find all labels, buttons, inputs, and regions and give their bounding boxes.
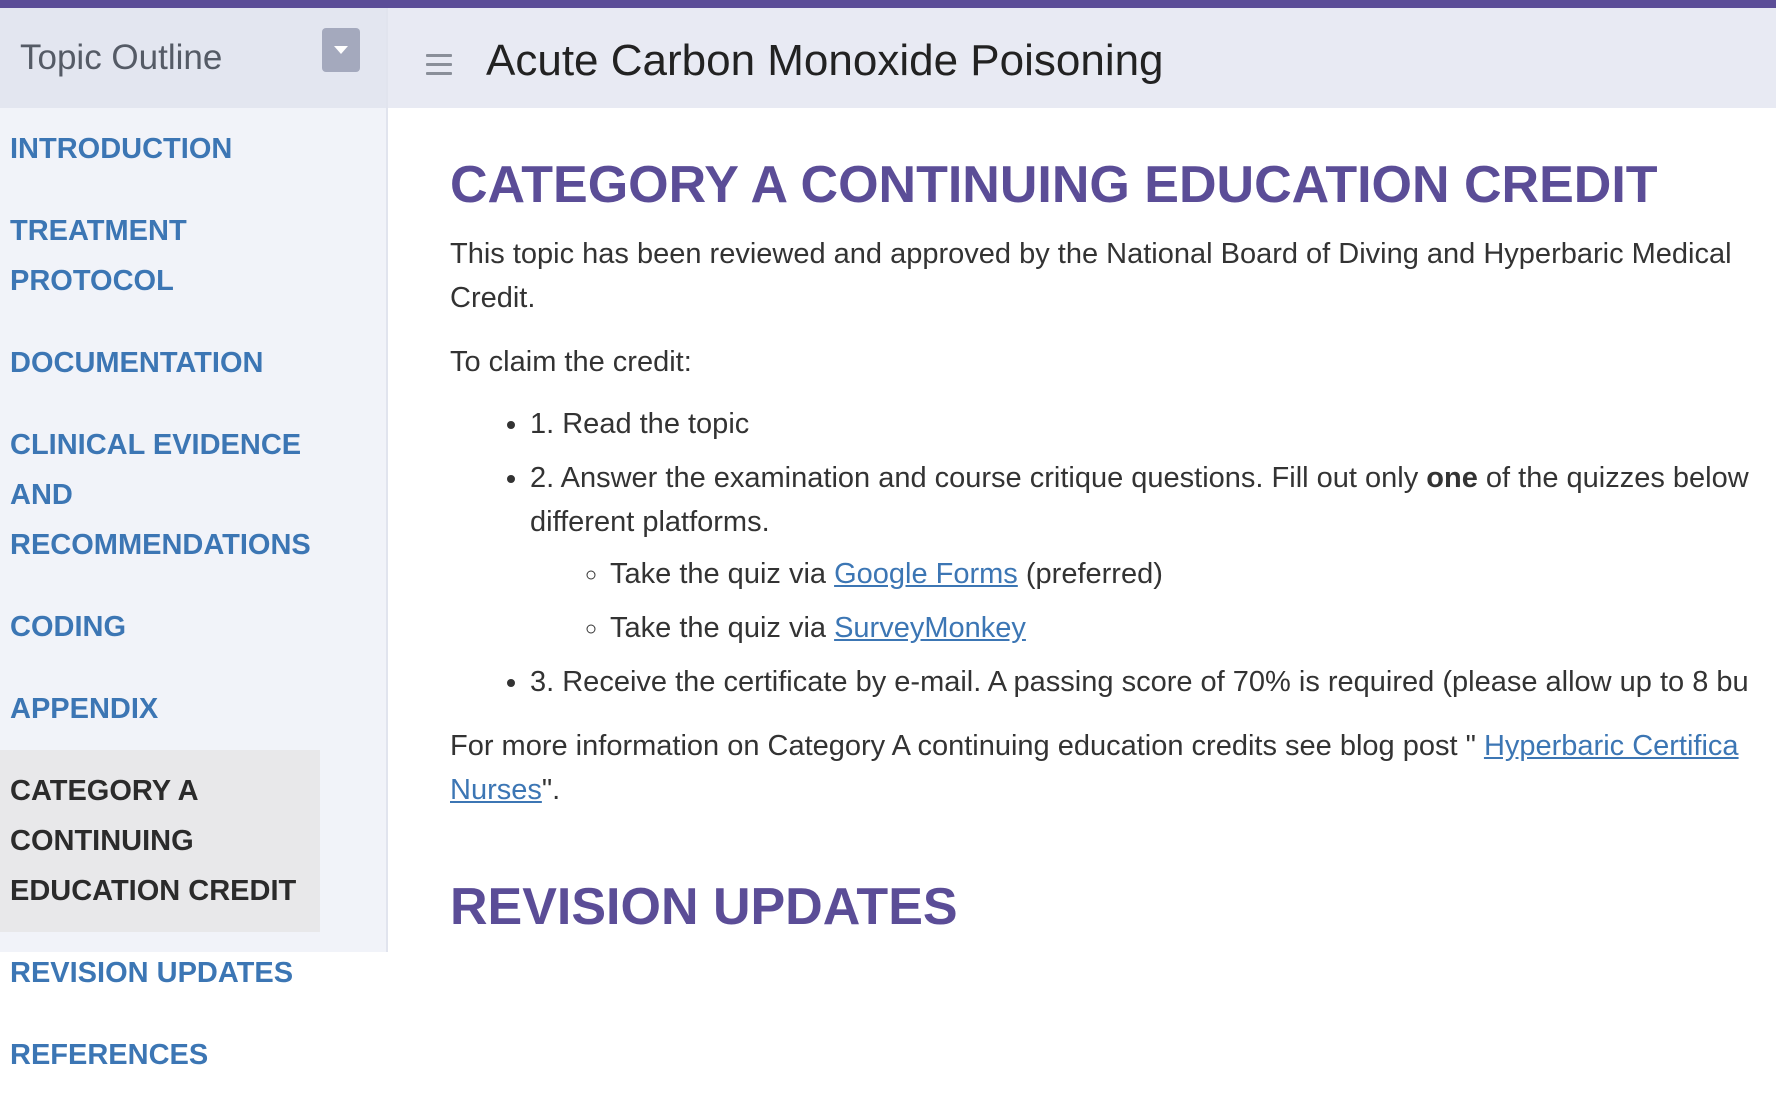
section-heading-revision-updates: REVISION UPDATES bbox=[450, 877, 958, 936]
sidebar-item-introduction[interactable]: INTRODUCTION bbox=[10, 133, 233, 165]
sidebar-item-clinical-evidence[interactable]: CLINICAL EVIDENCE AND RECOMMENDATIONS bbox=[10, 429, 311, 561]
quiz-options-list bbox=[530, 552, 1776, 650]
hyperbaric-certification-link-nurses[interactable]: Nurses bbox=[450, 773, 542, 806]
hamburger-icon[interactable] bbox=[426, 54, 452, 76]
sidebar bbox=[0, 8, 388, 1071]
sidebar-item-appendix[interactable]: APPENDIX bbox=[10, 693, 159, 725]
list-item-step-2 bbox=[530, 456, 1776, 650]
claim-steps-list bbox=[450, 402, 1776, 704]
section-heading-category-a: CATEGORY A CONTINUING EDUCATION CREDIT bbox=[450, 156, 1658, 214]
sidebar-item-category-a-credit[interactable]: CATEGORY A CONTINUING EDUCATION CREDIT bbox=[0, 750, 320, 932]
page-title: Acute Carbon Monoxide Poisoning bbox=[486, 36, 1164, 85]
step-2-text-post: of the quizzes below bbox=[1477, 461, 1749, 494]
quiz-1-pre: Take the quiz via bbox=[610, 557, 835, 590]
list-item-step-3 bbox=[530, 660, 1776, 704]
sidebar-title: Topic Outline bbox=[20, 38, 223, 77]
google-forms-link[interactable]: Google Forms bbox=[834, 557, 1018, 590]
sidebar-item-references[interactable]: REFERENCES bbox=[10, 1039, 209, 1071]
main-content bbox=[450, 108, 1776, 952]
more-info-post: ". bbox=[541, 773, 561, 806]
sidebar-item-documentation[interactable]: DOCUMENTATION bbox=[10, 347, 264, 379]
outline-dropdown-button[interactable] bbox=[322, 28, 360, 72]
quiz-2-pre: Take the quiz via bbox=[610, 611, 835, 644]
hyperbaric-certification-link[interactable]: Hyperbaric Certifica bbox=[1483, 729, 1739, 762]
intro-paragraph bbox=[450, 232, 1776, 320]
topic-outline-list bbox=[0, 108, 386, 1096]
quiz-1-post: (preferred) bbox=[1017, 557, 1163, 590]
surveymonkey-link[interactable]: SurveyMonkey bbox=[834, 611, 1026, 644]
main-header bbox=[388, 8, 1776, 108]
sidebar-item-treatment-protocol[interactable]: TREATMENT PROTOCOL bbox=[10, 215, 187, 297]
sidebar-header bbox=[0, 8, 386, 108]
step-2-text-pre: 2. Answer the examination and course critique questions. Fill out only bbox=[530, 461, 1427, 494]
intro-line-2: Credit. bbox=[450, 281, 536, 314]
step-2-bold: one bbox=[1426, 461, 1478, 494]
more-info-paragraph bbox=[450, 724, 1776, 812]
step-1-text: 1. Read the topic bbox=[530, 407, 750, 440]
list-item-quiz-surveymonkey bbox=[610, 606, 1776, 650]
more-info-pre: For more information on Category A continuing education credits see blog post " bbox=[450, 729, 1484, 762]
sidebar-item-revision-updates[interactable]: REVISION UPDATES bbox=[10, 957, 294, 989]
step-2-text-line-2: different platforms. bbox=[530, 505, 770, 538]
step-3-text: 3. Receive the certificate by e-mail. A passing score of 70% is required (please allow up to 8 bu bbox=[530, 665, 1749, 698]
list-item-quiz-google bbox=[610, 552, 1776, 596]
intro-line-1: This topic has been reviewed and approved by the National Board of Diving and Hyperbaric Medical bbox=[450, 237, 1732, 270]
claim-text: To claim the credit: bbox=[450, 345, 692, 378]
list-item-step-1 bbox=[530, 402, 1776, 446]
sidebar-item-coding[interactable]: CODING bbox=[10, 611, 126, 643]
top-accent-bar bbox=[0, 0, 1776, 8]
chevron-down-icon bbox=[334, 46, 348, 54]
